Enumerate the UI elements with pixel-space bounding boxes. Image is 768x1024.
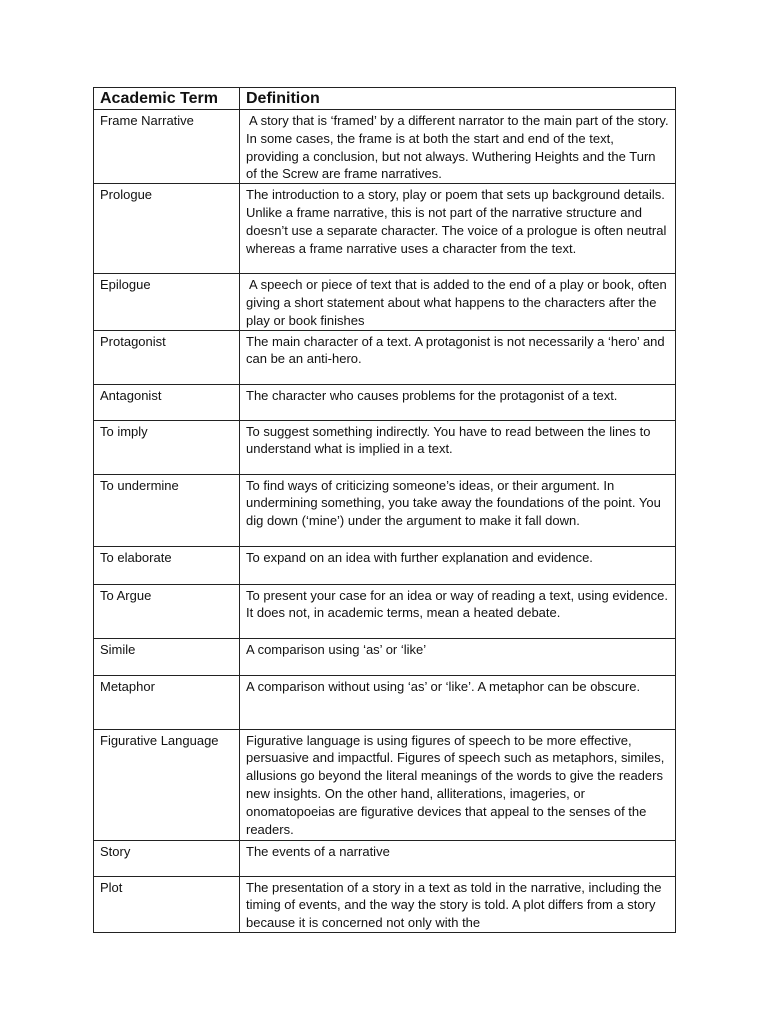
term-cell: Figurative Language bbox=[94, 729, 240, 840]
definition-cell: Figurative language is using figures of speech to be more effective, persuasive and impactful. Figures of speech such as metaphors, similes, allusions go beyond the literal meanings of the words to give the readers new insights. On the other hand, alliterations, imageries, or onomatopoeias are figurative devices that appeal to the senses of the readers. bbox=[240, 729, 676, 840]
definition-cell: A speech or piece of text that is added to the end of a play or book, often giving a short statement about what happens to the characters after the play or book finishes bbox=[240, 274, 676, 330]
table-row bbox=[94, 546, 676, 584]
definition-cell: The presentation of a story in a text as told in the narrative, including the timing of events, and the way the story is told. A plot differs from a story because it is concerned not only with the bbox=[240, 876, 676, 932]
definition-cell: The introduction to a story, play or poem that sets up background details. Unlike a frame narrative, this is not part of the narrative structure and doesn’t use a separate character. The voice of a prologue is often neutral whereas a frame narrative uses a character from the text. bbox=[240, 184, 676, 274]
term-cell: To imply bbox=[94, 420, 240, 474]
table-row bbox=[94, 274, 676, 330]
table-row bbox=[94, 675, 676, 729]
term-cell: Metaphor bbox=[94, 675, 240, 729]
definition-cell: A comparison using ‘as’ or ‘like’ bbox=[240, 638, 676, 675]
table-row bbox=[94, 384, 676, 420]
table-row bbox=[94, 840, 676, 876]
term-cell: Story bbox=[94, 840, 240, 876]
term-cell: Plot bbox=[94, 876, 240, 932]
definition-cell: The main character of a text. A protagonist is not necessarily a ‘hero’ and can be an anti-hero. bbox=[240, 330, 676, 384]
table-row bbox=[94, 584, 676, 638]
table-header-row bbox=[94, 88, 676, 110]
header-definition: Definition bbox=[240, 88, 676, 110]
term-cell: Epilogue bbox=[94, 274, 240, 330]
definition-cell: A comparison without using ‘as’ or ‘like’. A metaphor can be obscure. bbox=[240, 675, 676, 729]
definition-cell: To present your case for an idea or way of reading a text, using evidence. It does not, in academic terms, mean a heated debate. bbox=[240, 584, 676, 638]
term-cell: Prologue bbox=[94, 184, 240, 274]
definition-cell: A story that is ‘framed’ by a different narrator to the main part of the story. In some cases, the frame is at both the start and end of the text, providing a conclusion, but not always. Wuthering Heights and the Turn of the Screw are frame narratives. bbox=[240, 110, 676, 184]
definition-cell: The character who causes problems for the protagonist of a text. bbox=[240, 384, 676, 420]
term-cell: To Argue bbox=[94, 584, 240, 638]
term-cell: Antagonist bbox=[94, 384, 240, 420]
definition-cell: The events of a narrative bbox=[240, 840, 676, 876]
term-cell: To elaborate bbox=[94, 546, 240, 584]
header-academic-term: Academic Term bbox=[94, 88, 240, 110]
table-row bbox=[94, 110, 676, 184]
table-row bbox=[94, 729, 676, 840]
definition-cell: To suggest something indirectly. You have to read between the lines to understand what is implied in a text. bbox=[240, 420, 676, 474]
table-row bbox=[94, 330, 676, 384]
term-cell: Simile bbox=[94, 638, 240, 675]
table-row bbox=[94, 420, 676, 474]
table-row bbox=[94, 184, 676, 274]
academic-terms-table bbox=[93, 87, 676, 933]
table-row bbox=[94, 474, 676, 546]
table-row bbox=[94, 876, 676, 932]
term-cell: Frame Narrative bbox=[94, 110, 240, 184]
definition-cell: To expand on an idea with further explanation and evidence. bbox=[240, 546, 676, 584]
term-cell: Protagonist bbox=[94, 330, 240, 384]
term-cell: To undermine bbox=[94, 474, 240, 546]
table-row bbox=[94, 638, 676, 675]
definition-cell: To find ways of criticizing someone’s ideas, or their argument. In undermining something, you take away the foundations of the point. You dig down (‘mine’) under the argument to make it fall down. bbox=[240, 474, 676, 546]
